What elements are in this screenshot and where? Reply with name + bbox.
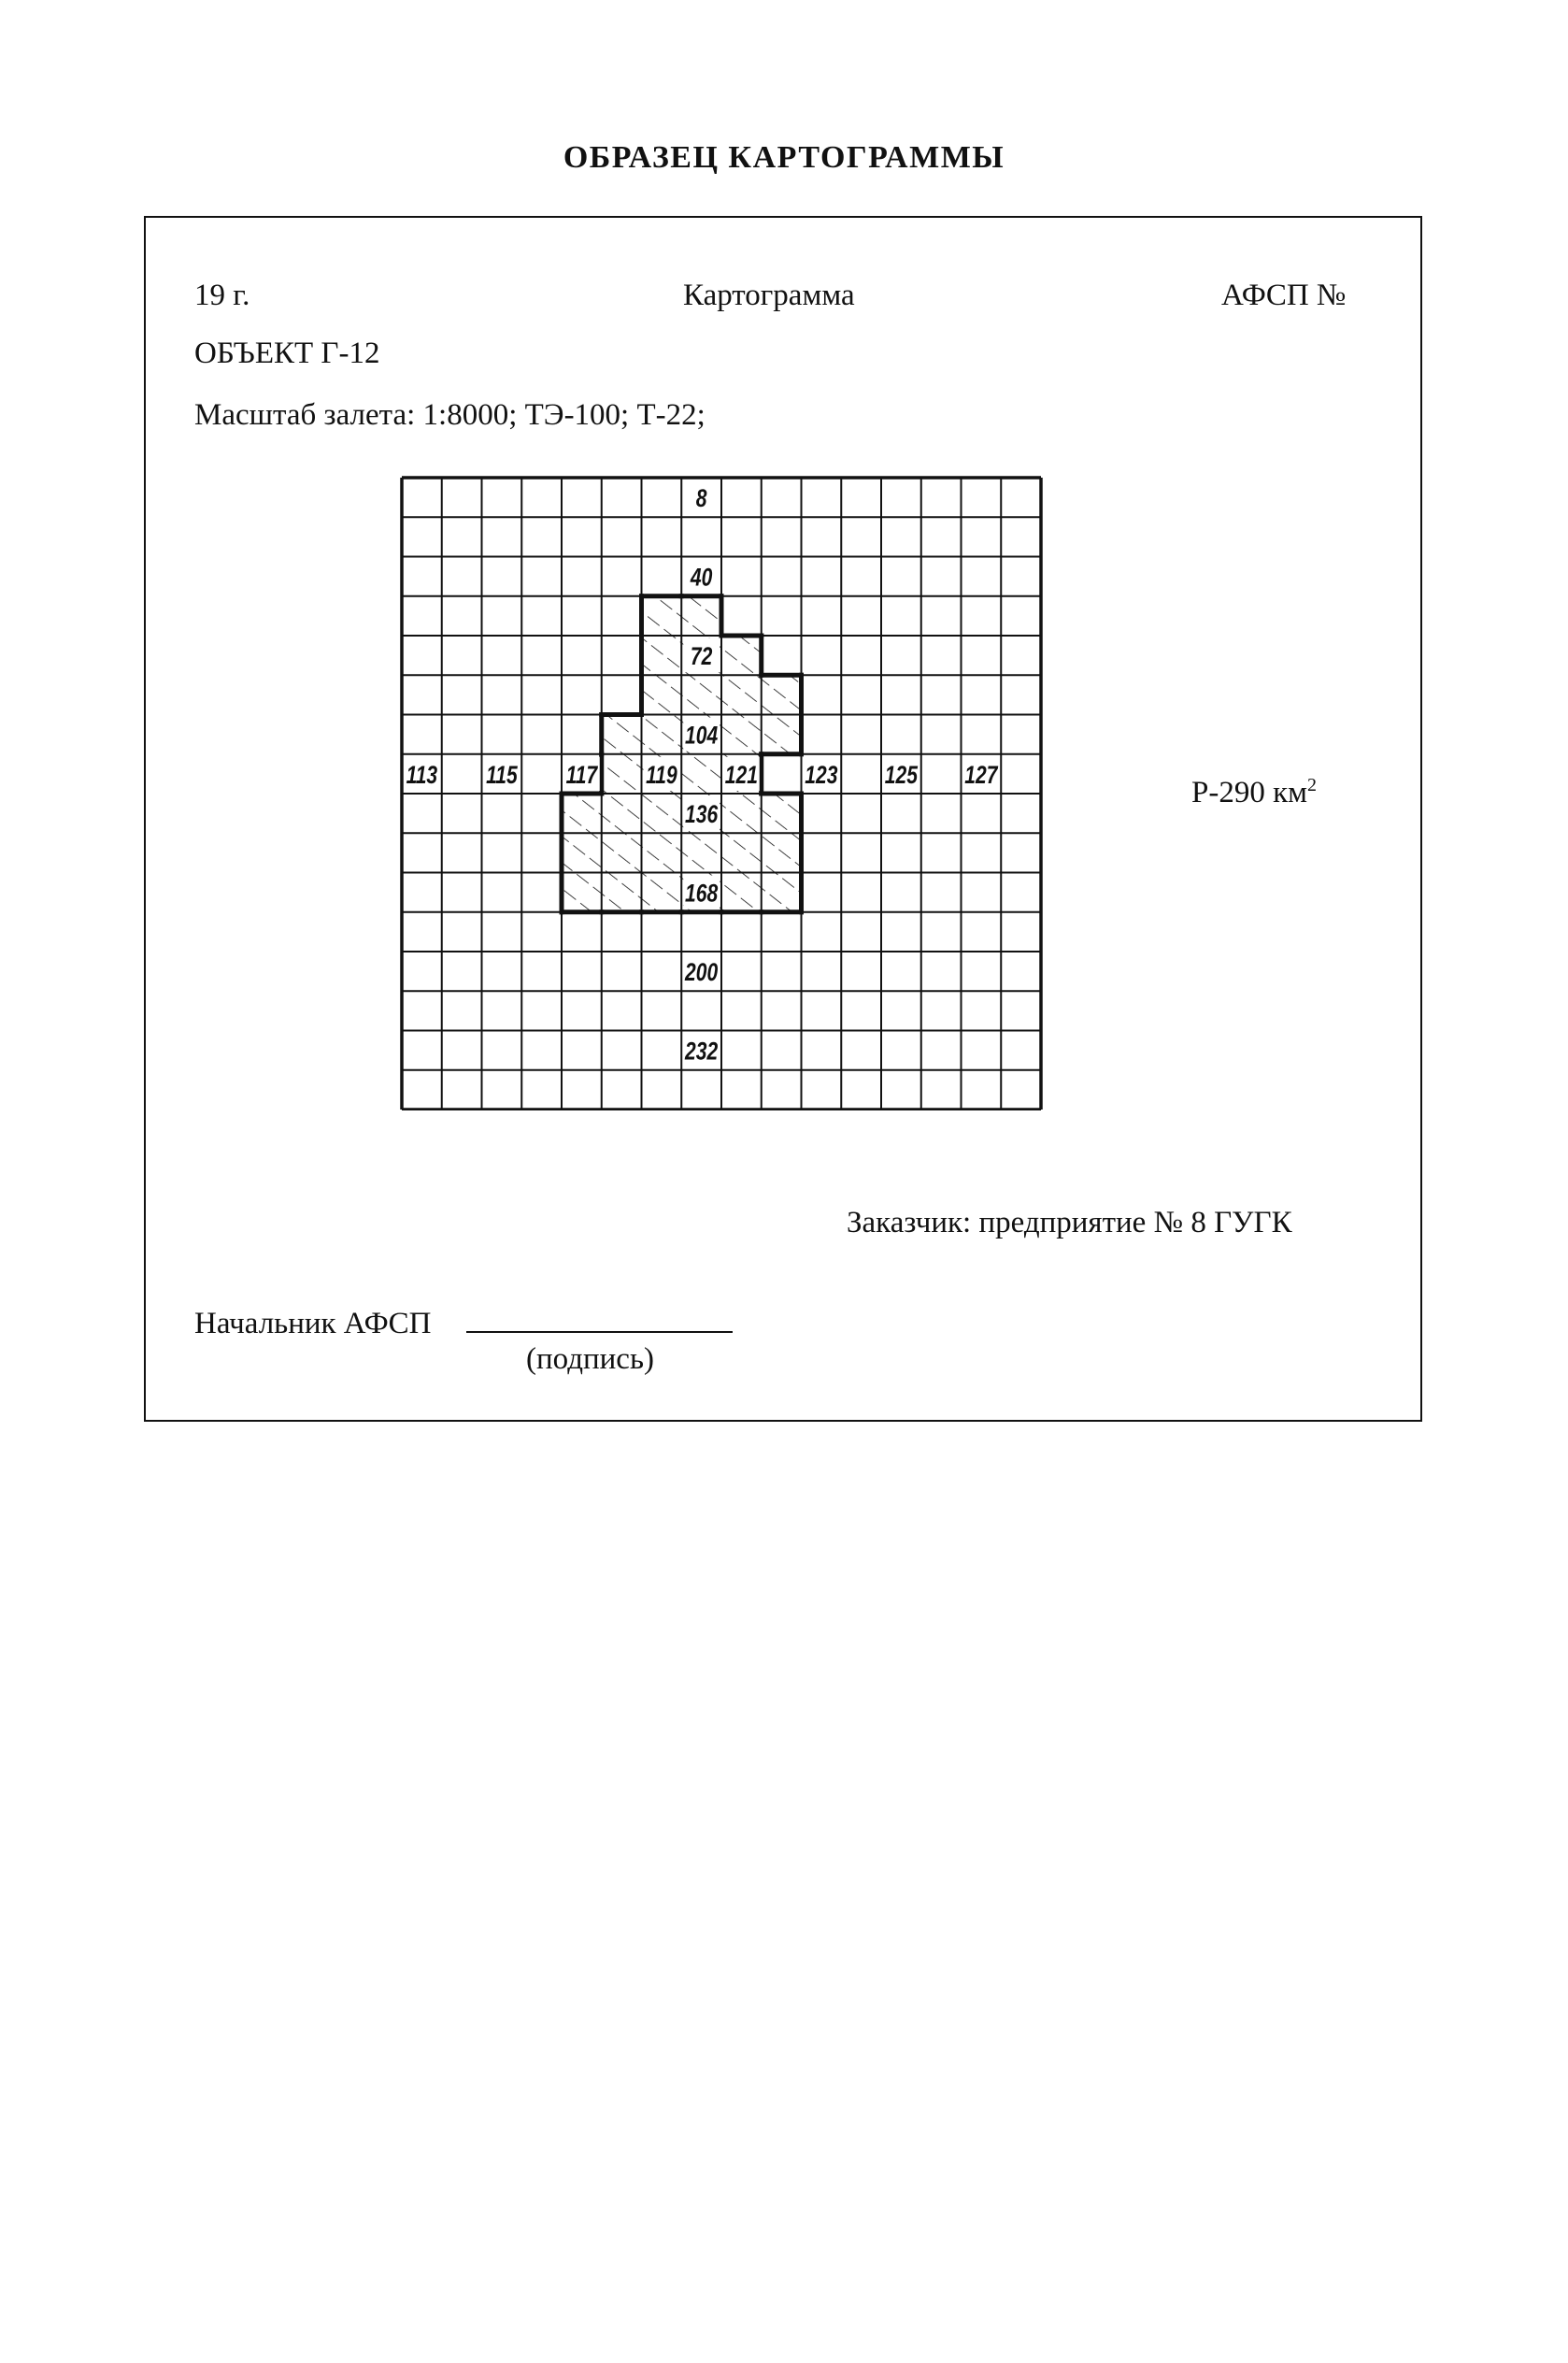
hatched-cell xyxy=(681,596,721,636)
sheet-number-label: 115 xyxy=(486,761,518,790)
customer-label: Заказчик: предприятие № 8 ГУГК xyxy=(847,1206,1292,1239)
hatched-cell xyxy=(642,715,682,754)
hatched-cell xyxy=(681,754,721,794)
hatched-cell xyxy=(721,833,762,872)
hatched-cell xyxy=(642,675,682,714)
chief-label: Начальник АФСП xyxy=(194,1307,432,1340)
sheet-number-label: 40 xyxy=(690,564,713,593)
hatched-cell xyxy=(602,833,642,872)
object-label: ОБЪЕКТ Г-12 xyxy=(194,337,380,370)
sheet-number-label: 232 xyxy=(685,1038,719,1067)
hatched-cell xyxy=(721,794,762,833)
hatched-cell xyxy=(642,873,682,912)
hatched-cell xyxy=(721,636,762,675)
hatched-cell xyxy=(602,754,642,794)
hatched-cell xyxy=(762,873,802,912)
hatched-cell xyxy=(762,715,802,754)
hatched-cell xyxy=(642,833,682,872)
sheet-number-label: 127 xyxy=(964,761,998,790)
hatched-cell xyxy=(562,873,602,912)
year-field: 19 г. xyxy=(194,279,250,312)
area-unit-exponent: 2 xyxy=(1307,775,1318,795)
sheet-number-label: 117 xyxy=(565,761,598,790)
sheet-number-label: 125 xyxy=(884,761,918,790)
hatched-cell xyxy=(721,675,762,714)
area-value: Р-290 км xyxy=(1191,776,1308,809)
sheet-number-label: 123 xyxy=(805,761,838,790)
afsp-number: АФСП № xyxy=(1221,279,1347,312)
hatched-cell xyxy=(642,636,682,675)
sheet-number-label: 104 xyxy=(685,722,719,751)
area-label xyxy=(1191,776,1317,810)
sheet-number-label: 136 xyxy=(685,800,719,829)
hatched-cell xyxy=(762,833,802,872)
sheet-number-label: 121 xyxy=(724,761,758,790)
sheet-number-label: 113 xyxy=(406,761,438,790)
hatched-cell xyxy=(642,596,682,636)
signature-line xyxy=(466,1331,733,1333)
sheet-number-label: 168 xyxy=(685,880,719,909)
cartogram-grid xyxy=(399,475,1044,1115)
sheet-number-label: 72 xyxy=(690,642,713,671)
sheet-number-label: 119 xyxy=(646,761,677,790)
hatched-cell xyxy=(762,794,802,833)
hatched-cell xyxy=(602,715,642,754)
flight-scale: Масштаб залета: 1:8000; ТЭ-100; Т-22; xyxy=(194,398,706,432)
signature-caption: (подпись) xyxy=(526,1342,654,1376)
hatched-cell xyxy=(602,873,642,912)
hatched-cell xyxy=(642,794,682,833)
sheet-grid xyxy=(399,475,1044,1110)
hatched-cell xyxy=(562,794,602,833)
sheet-number-label: 8 xyxy=(695,484,707,513)
hatched-cell xyxy=(721,873,762,912)
hatched-cell xyxy=(762,675,802,714)
sheet-number-label: 200 xyxy=(685,958,719,987)
hatched-cell xyxy=(602,794,642,833)
hatched-cell xyxy=(721,715,762,754)
cartogram-heading: Картограмма xyxy=(683,279,855,312)
page-title: ОБРАЗЕЦ КАРТОГРАММЫ xyxy=(563,140,1005,175)
hatched-cell xyxy=(681,675,721,714)
hatched-cell xyxy=(562,833,602,872)
hatched-cell xyxy=(681,833,721,872)
